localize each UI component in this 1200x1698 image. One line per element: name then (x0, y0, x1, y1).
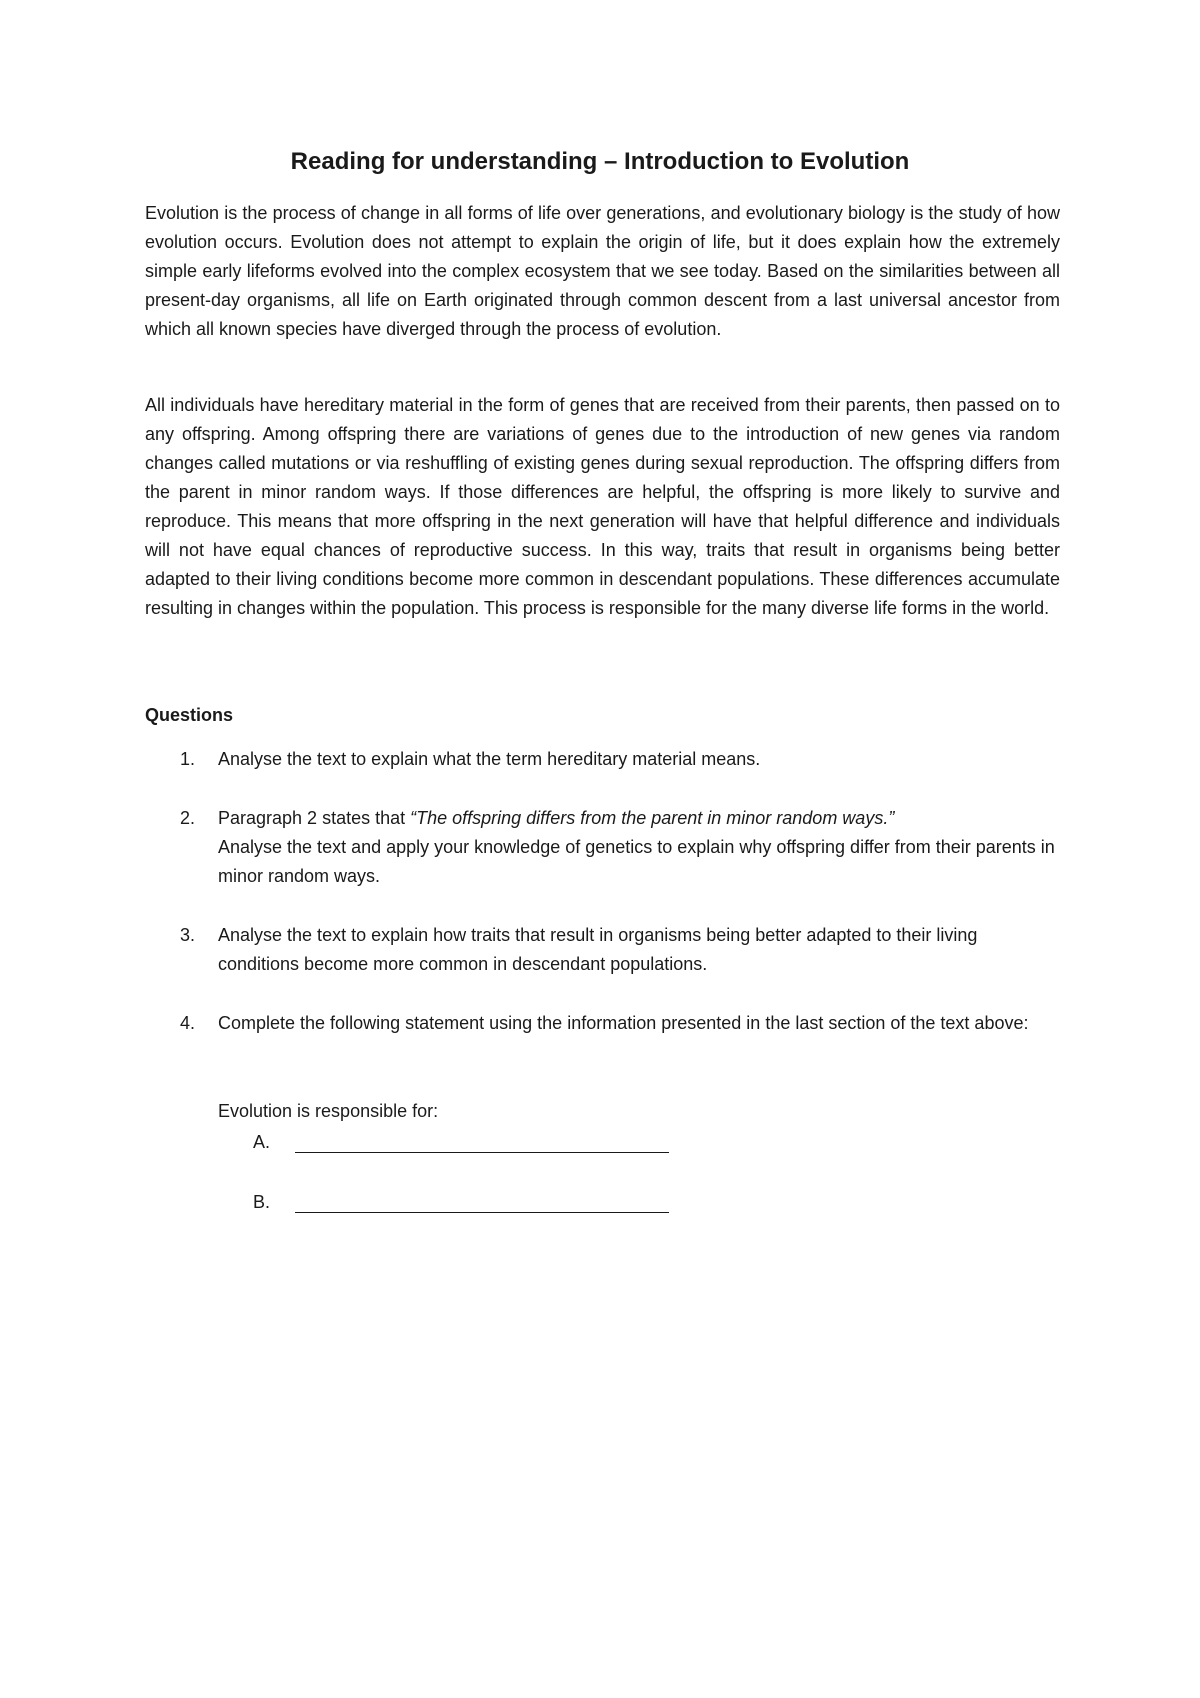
answer-blank-b-line[interactable] (295, 1212, 669, 1213)
question-2-body (218, 804, 1060, 891)
statement-label: Evolution is responsible for: (218, 1101, 439, 1121)
question-1 (145, 745, 1060, 774)
paragraph-1: Evolution is the process of change in all forms of life over generations, and evolutionary biology is the study of how evolution occurs. Evolution does not attempt to explain the origin of life, but it does explain how the extremely simple early lifeforms evolved into the complex ecosystem that we see today. Based on the similarities between all present-day organisms, all life on Earth originated through common descent from a last universal ancestor from which all known species have diverged through the process of evolution. (145, 203, 1060, 339)
answer-blank-a-line[interactable] (295, 1152, 669, 1153)
question-3-text: Analyse the text to explain how traits that result in organisms being better adapted to their living conditions become more common in descendant populations. (218, 925, 978, 974)
question-2-number: 2. (180, 808, 196, 828)
questions-heading: Questions (145, 705, 234, 725)
answer-blank-a-letter: A. (253, 1132, 271, 1152)
question-1-text: Analyse the text to explain what the term hereditary material means. (218, 749, 761, 769)
question-2-quote: “The offspring differs from the parent in minor random ways.” (410, 808, 895, 828)
answer-blank-b (253, 1188, 683, 1217)
question-4-text: Complete the following statement using the information presented in the last section of the text above: (218, 1013, 1029, 1033)
question-3-number: 3. (180, 925, 196, 945)
question-3 (145, 921, 1060, 979)
question-4-number: 4. (180, 1013, 196, 1033)
question-4 (145, 1009, 1060, 1038)
answer-blank-b-letter: B. (253, 1192, 271, 1212)
paragraph-2: All individuals have hereditary material in the form of genes that are received from their parents, then passed on to any offspring. Among offspring there are variations of genes due to the introduction of new genes via random changes called mutations or via reshuffling of existing genes during sexual reproduction. The offspring differs from the parent in minor random ways. If those differences are helpful, the offspring is more likely to survive and reproduce. This means that more offspring in the next generation will have that helpful difference and individuals will not have equal chances of reproductive success. In this way, traits that result in organisms being better adapted to their living conditions become more common in descendant populations. These differences accumulate resulting in changes within the population. This process is responsible for the many diverse life forms in the world. (145, 395, 1060, 618)
question-2 (145, 804, 1060, 891)
question-2-text: Analyse the text and apply your knowledge of genetics to explain why offspring differ from their parents in minor random ways. (218, 837, 1055, 886)
question-2-prefix: Paragraph 2 states that (218, 808, 411, 828)
document-title: Reading for understanding – Introduction to Evolution (290, 148, 910, 175)
answer-blank-a (253, 1128, 683, 1157)
question-1-number: 1. (180, 749, 196, 769)
